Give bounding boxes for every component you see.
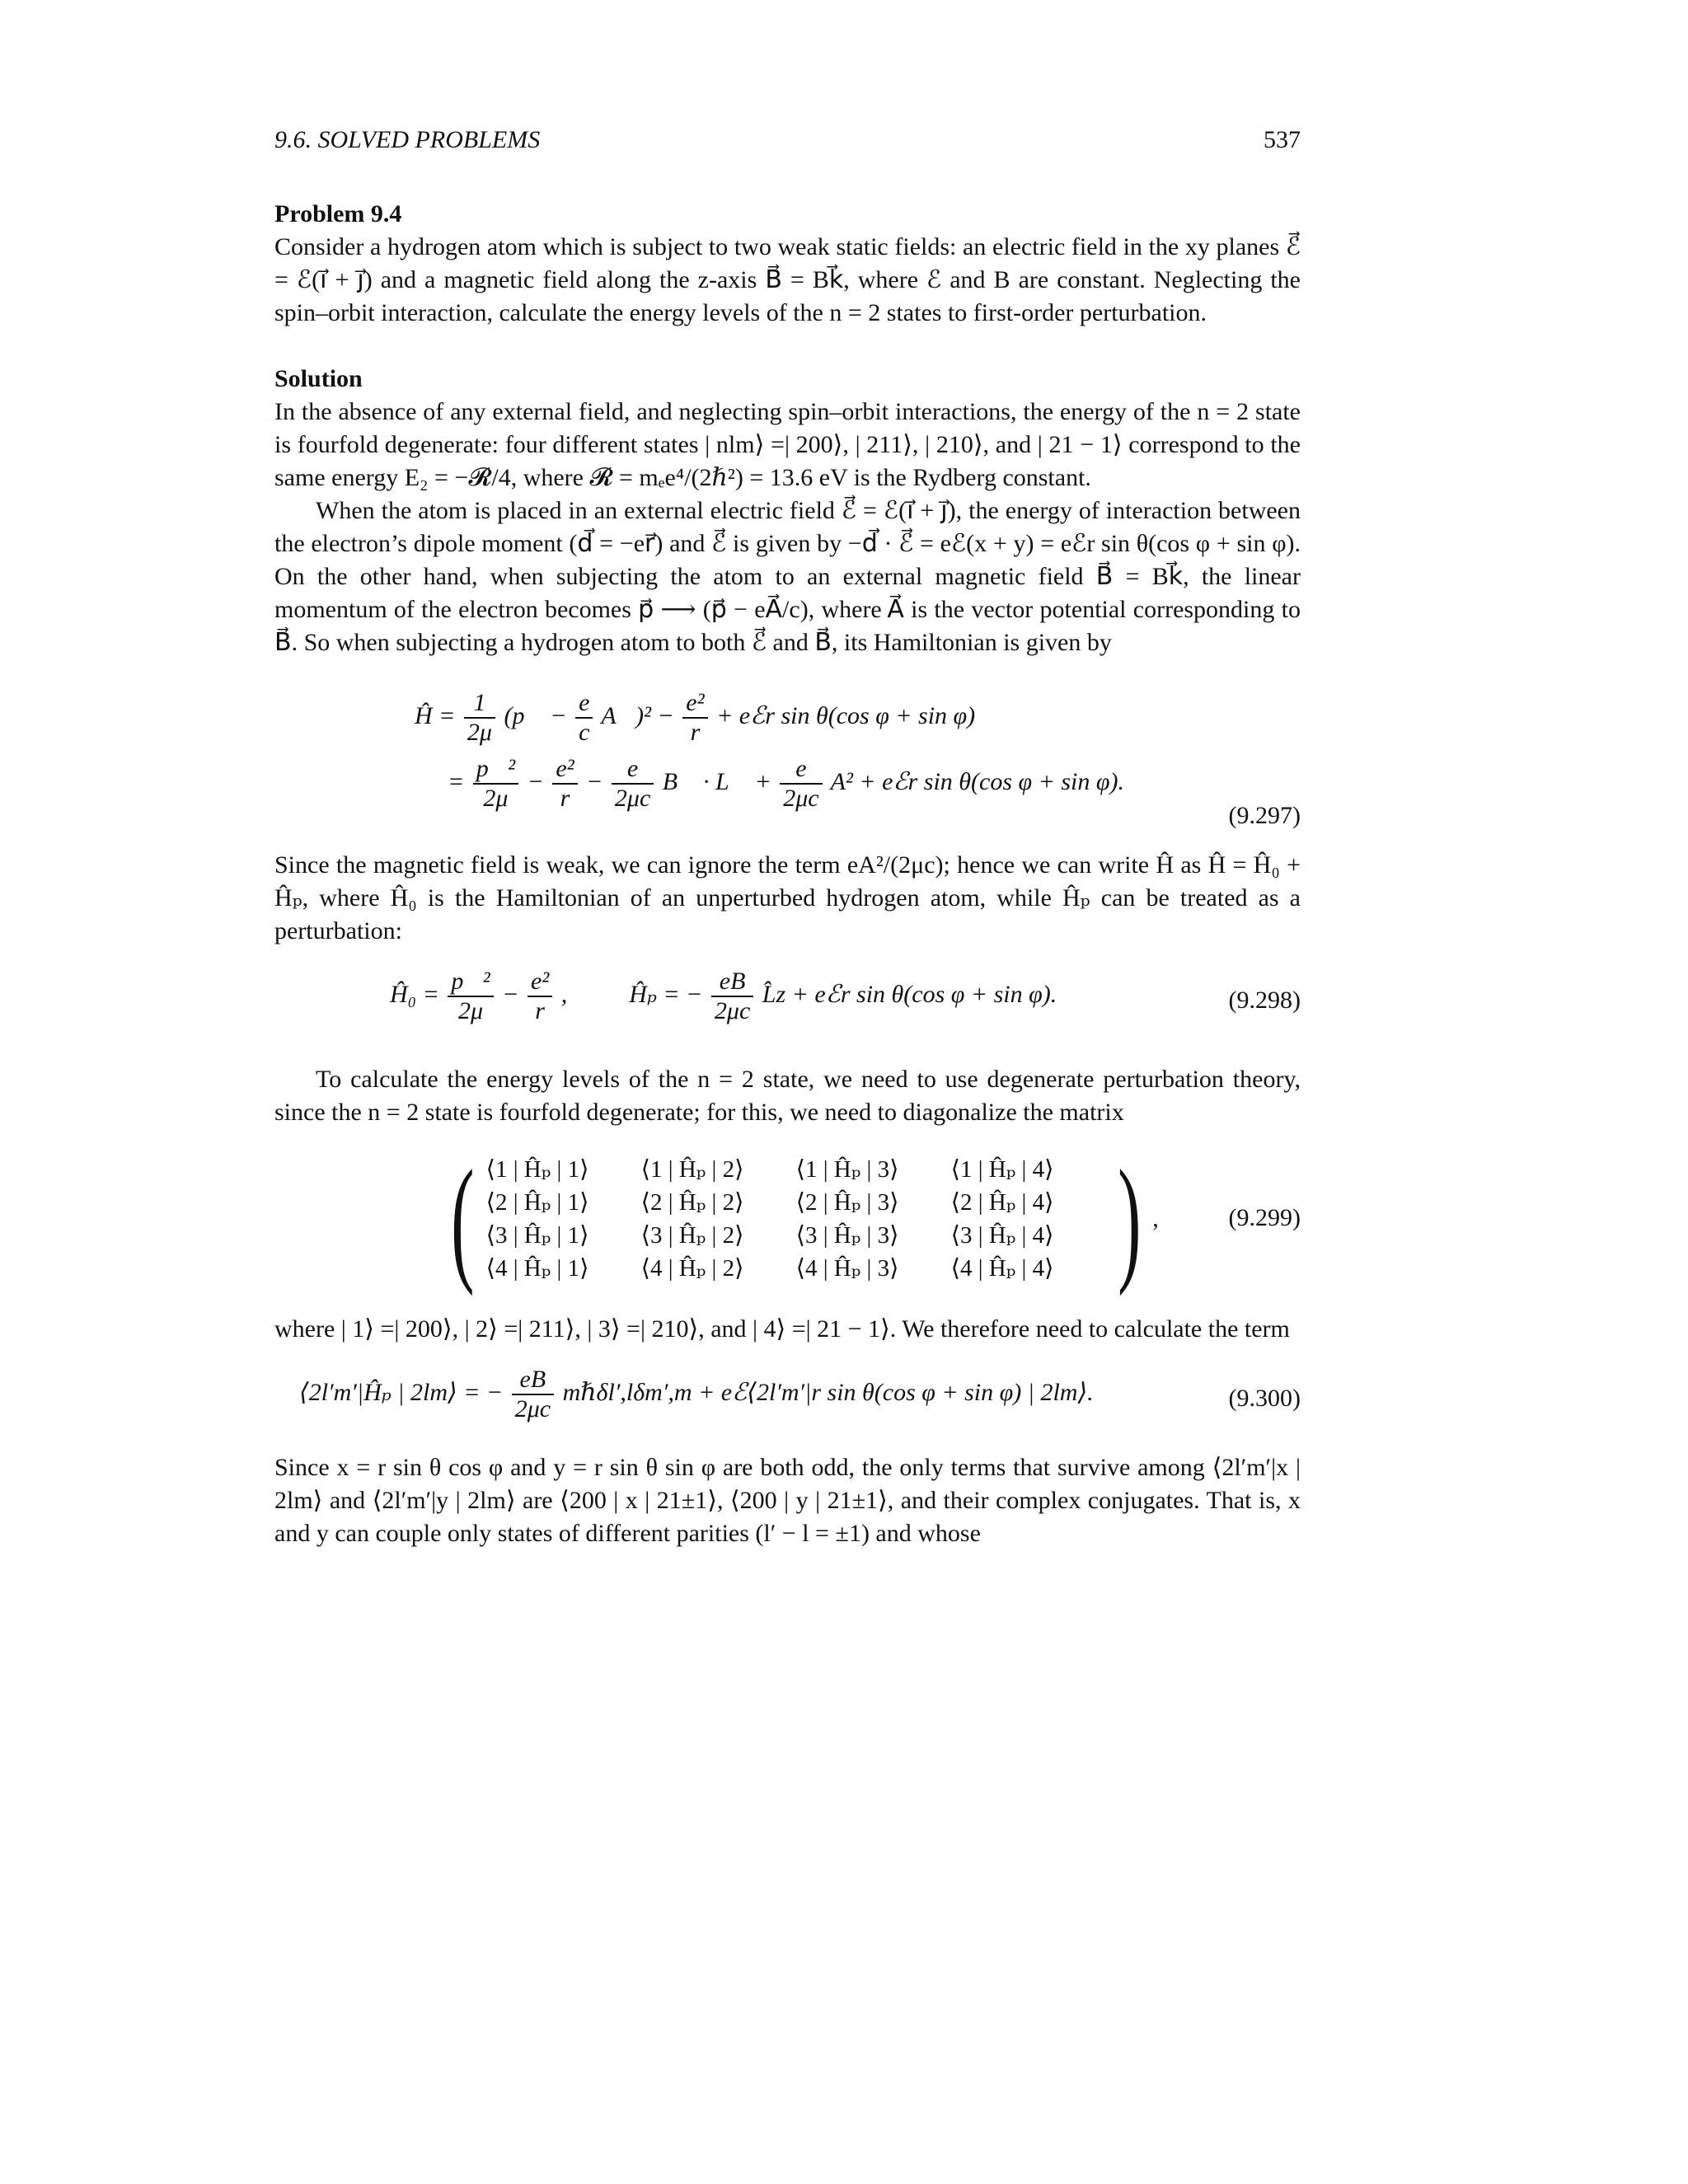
eq-term: − xyxy=(586,767,603,795)
equation-line xyxy=(390,968,1057,1025)
numerator: 1 xyxy=(464,689,495,719)
solution-paragraph-2: When the atom is placed in an external electric field ℰ⃗ = ℰ(i⃗ + j⃗), the energy of interaction between the electron’s dipole moment (d⃗ = −er⃗) and ℰ⃗ is given by −d⃗ · ℰ⃗ = eℰ(x + y) = eℰr sin θ(cos φ + sin φ). On the other hand, when subjecting the atom to an external magnetic field B⃗ = Bk⃗, the linear momentum of the electron becomes p⃗ ⟶ (p⃗ − eA⃗/c), where A⃗ is the vector potential corresponding to B⃗. So when subjecting a hydrogen atom to both ℰ⃗ and B⃗, its Hamiltonian is given by xyxy=(274,497,1301,656)
equation-number: (9.300) xyxy=(1228,1385,1301,1412)
fraction xyxy=(552,755,577,813)
matrix-cell: ⟨2 | Ĥₚ | 1⟩ xyxy=(485,1189,589,1216)
matrix-cell: ⟨3 | Ĥₚ | 4⟩ xyxy=(950,1222,1054,1249)
equation-9-297 xyxy=(274,689,1301,829)
equation-line xyxy=(448,755,1124,813)
fraction xyxy=(448,968,493,1025)
matrix-cell: ⟨3 | Ĥₚ | 3⟩ xyxy=(795,1222,899,1249)
running-header xyxy=(274,124,1301,157)
solution-paragraph-5: where | 1⟩ =| 200⟩, | 2⟩ =| 211⟩, | 3⟩ =| 210⟩, and | 4⟩ =| 21 − 1⟩. We therefore need to calculate the term xyxy=(274,1315,1290,1343)
matrix-cell: ⟨1 | Ĥₚ | 3⟩ xyxy=(795,1156,899,1183)
right-paren: ) xyxy=(1117,1141,1142,1296)
fraction xyxy=(464,689,495,747)
denominator: 2μc xyxy=(783,785,819,812)
numerator: e² xyxy=(682,689,707,719)
eq-term: = xyxy=(448,767,465,795)
eq-term: (p⃗ − xyxy=(504,701,567,729)
denominator: 2μ xyxy=(467,719,492,746)
matrix-cell: ⟨1 | Ĥₚ | 4⟩ xyxy=(950,1156,1054,1183)
eq-term: A⃗)² − xyxy=(601,701,674,729)
numerator: p⃗² xyxy=(448,968,493,997)
denominator: 2μ xyxy=(483,785,509,812)
denominator: r xyxy=(560,785,570,812)
numerator: eB xyxy=(711,968,753,997)
matrix-cell: ⟨4 | Ĥₚ | 4⟩ xyxy=(950,1255,1054,1282)
equation-number: (9.298) xyxy=(1228,987,1301,1014)
solution-paragraph-1: In the absence of any external field, and neglecting spin–orbit interactions, the energy of the n = 2 state is fourfold degenerate: four different states | nlm⟩ =| 200⟩, | 211⟩, | 210⟩, and | 21 − 1⟩ correspond to the same energy E₂ = −𝓡/4, where 𝓡 = mₑe⁴/(2ℏ²) = 13.6 eV is the Rydberg constant. xyxy=(274,398,1301,491)
equation-9-299 xyxy=(274,1141,1301,1296)
eq-term: − xyxy=(527,767,544,795)
denominator: 2μc xyxy=(514,1395,551,1422)
matrix-cell: ⟨4 | Ĥₚ | 1⟩ xyxy=(485,1255,589,1282)
fraction xyxy=(528,968,552,1025)
eq-term: + eℰr sin θ(cos φ + sin φ) xyxy=(716,701,976,729)
denominator: 2μ xyxy=(457,997,484,1024)
solution-paragraph-3: Since the magnetic field is weak, we can ignore the term eA²/(2μc); hence we can write Ĥ as Ĥ = Ĥ₀ + Ĥₚ, where Ĥ₀ is the Hamiltonian of an unperturbed hydrogen atom, while Ĥₚ can be treated as a perturbation: xyxy=(274,851,1301,944)
eq-term: , xyxy=(1152,1205,1159,1232)
eq-term: B⃗ · L⃗ + xyxy=(662,767,771,795)
denominator: r xyxy=(690,719,701,746)
book-page xyxy=(274,124,1301,1550)
matrix-cell: ⟨4 | Ĥₚ | 2⟩ xyxy=(640,1255,744,1282)
fraction xyxy=(512,1366,554,1423)
eq-term: Ĥ = xyxy=(415,701,456,729)
equation-line xyxy=(299,1366,1094,1423)
eq-term: A² + eℰr sin θ(cos φ + sin φ). xyxy=(830,767,1124,795)
equation-number: (9.299) xyxy=(1228,1204,1301,1231)
fraction xyxy=(711,968,753,1025)
numerator: e² xyxy=(552,755,577,785)
numerator: eB xyxy=(512,1366,554,1395)
denominator: c xyxy=(579,719,590,746)
matrix-cell: ⟨4 | Ĥₚ | 3⟩ xyxy=(795,1255,899,1282)
eq-term: ⟨2l′m′|Ĥₚ | 2lm⟩ = − xyxy=(299,1378,504,1406)
fraction xyxy=(575,689,593,747)
numerator: p⃗² xyxy=(473,755,518,785)
equation-number: (9.297) xyxy=(1228,802,1301,829)
numerator: e² xyxy=(528,968,552,997)
equation-line xyxy=(415,689,975,747)
equation-9-298 xyxy=(274,968,1301,1033)
matrix-cell: ⟨2 | Ĥₚ | 3⟩ xyxy=(795,1189,899,1216)
matrix-cell: ⟨3 | Ĥₚ | 1⟩ xyxy=(485,1222,589,1249)
fraction xyxy=(682,689,707,747)
matrix-grid xyxy=(486,1154,1106,1284)
page-number: 537 xyxy=(1264,126,1301,153)
eq-term: Ĥ₀ = xyxy=(390,980,439,1008)
numerator: e xyxy=(780,755,822,785)
left-paren: ( xyxy=(451,1141,475,1296)
denominator: 2μc xyxy=(714,997,751,1024)
eq-term: − xyxy=(502,980,519,1008)
eq-term: Ĥₚ = − xyxy=(629,980,703,1008)
fraction xyxy=(473,755,518,813)
solution-paragraph-4: To calculate the energy levels of the n = 2 state, we need to use degenerate perturbation theory, since the n = 2 state is fourfold degenerate; for this, we need to diagonalize the matrix xyxy=(274,1066,1301,1126)
matrix-cell: ⟨3 | Ĥₚ | 2⟩ xyxy=(640,1222,744,1249)
denominator: 2μc xyxy=(614,785,651,812)
matrix-cell: ⟨2 | Ĥₚ | 2⟩ xyxy=(640,1189,744,1216)
matrix xyxy=(439,1141,1159,1296)
numerator: e xyxy=(575,689,593,719)
eq-term: , xyxy=(560,980,568,1008)
matrix-cell: ⟨1 | Ĥₚ | 1⟩ xyxy=(485,1156,589,1183)
matrix-cell: ⟨2 | Ĥₚ | 4⟩ xyxy=(950,1189,1054,1216)
eq-term: L̂z + eℰr sin θ(cos φ + sin φ). xyxy=(762,980,1057,1008)
eq-term: mℏδl′,lδm′,m + eℰ⟨2l′m′|r sin θ(cos φ + sin φ) | 2lm⟩. xyxy=(562,1378,1094,1406)
solution-title: Solution xyxy=(274,365,363,392)
fraction xyxy=(780,755,822,813)
matrix-cell: ⟨1 | Ĥₚ | 2⟩ xyxy=(640,1156,744,1183)
section-title: 9.6. SOLVED PROBLEMS xyxy=(274,126,541,153)
problem-title: Problem 9.4 xyxy=(274,200,402,227)
denominator: r xyxy=(535,997,545,1024)
fraction xyxy=(612,755,654,813)
solution-paragraph-6: Since x = r sin θ cos φ and y = r sin θ sin φ are both odd, the only terms that survive among ⟨2l′m′|x | 2lm⟩ and ⟨2l′m′|y | 2lm⟩ are ⟨200 | x | 21±1⟩, ⟨200 | y | 21±1⟩, and their complex conjugates. That is, x and y can couple only states of different parities (l′ − l = ±1) and whose xyxy=(274,1454,1301,1547)
problem-statement: Consider a hydrogen atom which is subject to two weak static fields: an electric field in the xy planes ℰ⃗ = ℰ(i⃗ + j⃗) and a magnetic field along the z-axis B⃗ = Bk⃗, where ℰ and B are constant. Neglecting the spin–orbit interaction, calculate the energy levels of the n = 2 states to first-order perturbation. xyxy=(274,233,1301,326)
equation-9-300 xyxy=(274,1366,1301,1432)
numerator: e xyxy=(612,755,654,785)
